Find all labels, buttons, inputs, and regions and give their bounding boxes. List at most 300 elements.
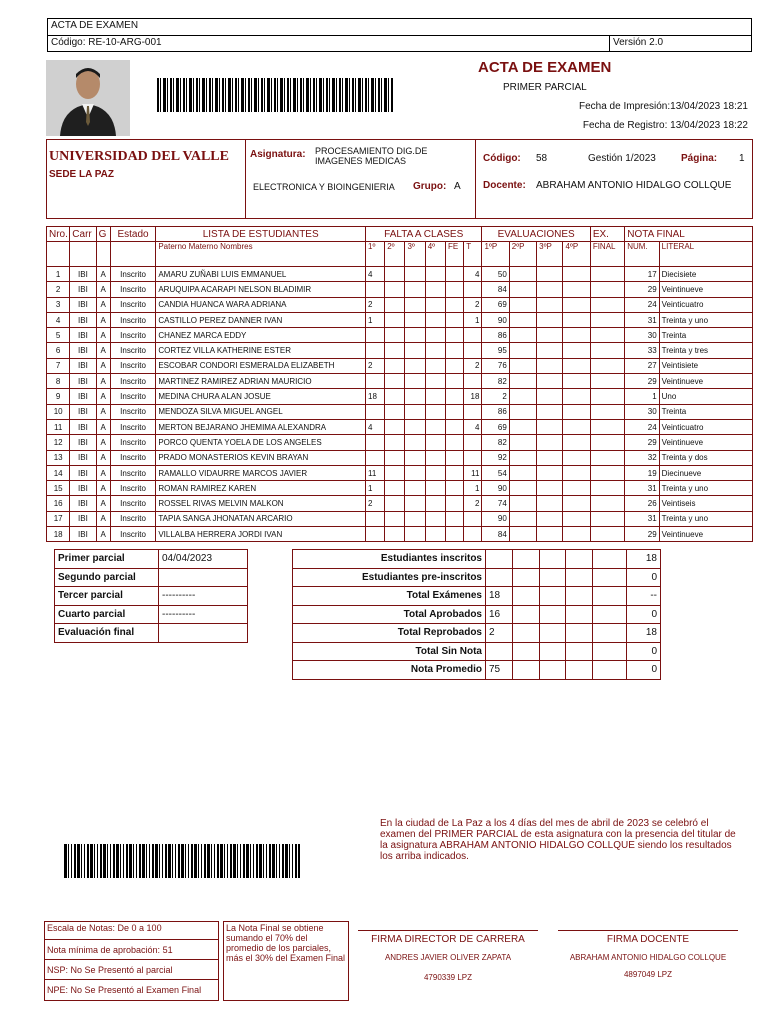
cell-p1: 54 [482,465,509,480]
cell-p3 [537,419,563,434]
cell-carr: IBI [70,511,96,526]
cell-num: 31 [625,481,659,496]
cell-p1: 82 [482,435,509,450]
cell-fe [445,435,463,450]
cell-carr: IBI [70,282,96,297]
summary-empty-cell [593,661,627,680]
cell-f4 [425,527,445,542]
cell-p3 [537,465,563,480]
cell-f2 [385,450,405,465]
summary-total: 0 [627,642,661,661]
cell-f2 [385,343,405,358]
exam-date-row [55,550,248,569]
cell-nro: 15 [47,481,70,496]
page-label: Página: [681,153,718,164]
cell-p2 [509,374,536,389]
cell-p1: 90 [482,312,509,327]
cell-g: A [96,481,110,496]
summary-total: 18 [627,550,661,569]
cell-final [590,435,624,450]
campus-name: SEDE LA PAZ [49,169,115,180]
cell-f4 [425,404,445,419]
cell-fe [445,282,463,297]
cell-fe [445,389,463,404]
cell-name: MENDOZA SILVA MIGUEL ANGEL [156,404,366,419]
summary-empty-cell [513,642,540,661]
table-row [47,358,753,373]
cell-p3 [537,435,563,450]
cell-f3 [405,527,425,542]
cell-p2 [509,267,536,282]
cell-p3 [537,312,563,327]
cell-carr: IBI [70,450,96,465]
cell-f2 [385,465,405,480]
cell-nro: 1 [47,267,70,282]
cell-nro: 11 [47,419,70,434]
cell-t: 2 [464,297,482,312]
exam-date-row [55,605,248,624]
cell-fe [445,374,463,389]
cell-g: A [96,496,110,511]
cell-f3 [405,328,425,343]
npe-text: NPE: No Se Presentó al Examen Final [47,985,202,995]
cell-estado: Inscrito [110,496,156,511]
cell-literal: Treinta y tres [659,343,752,358]
cell-p1: 69 [482,419,509,434]
col-lista: LISTA DE ESTUDIANTES [156,227,366,242]
cell-p2 [509,481,536,496]
summary-empty-cell [513,568,540,587]
cell-p2 [509,465,536,480]
bottom-barcode [64,844,300,878]
table-row [47,481,753,496]
gestion: Gestión 1/2023 [588,153,656,164]
cell-name: PORCO QUENTA YOELA DE LOS ANGELES [156,435,366,450]
cell-carr: IBI [70,374,96,389]
cell-f1 [366,527,385,542]
cell-t [464,282,482,297]
table-row [47,297,753,312]
cell-p1: 69 [482,297,509,312]
table-row [47,496,753,511]
cell-p3 [537,527,563,542]
cell-g: A [96,343,110,358]
summary-label: Total Reprobados [293,624,486,643]
cell-p3 [537,450,563,465]
code-value: 58 [536,153,548,164]
cell-p2 [509,496,536,511]
cell-f4 [425,374,445,389]
col-ex: EX. [590,227,624,242]
cell-f1 [366,511,385,526]
summary-row [293,550,661,569]
cell-t [464,374,482,389]
cell-p4 [563,511,590,526]
cell-f3 [405,374,425,389]
cell-nro: 10 [47,404,70,419]
student-photo [46,60,130,136]
table-row [47,282,753,297]
summary-empty-cell [566,550,593,569]
header-code: Código: RE-10-ARG-001 [51,37,162,48]
cell-p3 [537,267,563,282]
summary-empty-cell [513,550,540,569]
summary-label: Nota Promedio [293,661,486,680]
cell-nro: 4 [47,312,70,327]
cell-name: CHANEZ MARCA EDDY [156,328,366,343]
cell-p4 [563,343,590,358]
cell-p4 [563,481,590,496]
cell-f2 [385,481,405,496]
cell-final [590,481,624,496]
cell-f4 [425,282,445,297]
cell-f4 [425,312,445,327]
exam-date-value: ---------- [159,605,248,624]
cell-nro: 12 [47,435,70,450]
cell-name: ROMAN RAMIREZ KAREN [156,481,366,496]
cell-p3 [537,328,563,343]
summary-value [486,550,513,569]
cell-f1 [366,450,385,465]
min-grade-text: Nota mínima de aprobación: 51 [45,940,218,960]
cell-carr: IBI [70,496,96,511]
cell-name: ESCOBAR CONDORI ESMERALDA ELIZABETH [156,358,366,373]
cell-p1: 90 [482,511,509,526]
sub-t: T [464,242,482,267]
cell-f3 [405,312,425,327]
cell-p1: 76 [482,358,509,373]
table-row [47,450,753,465]
summary-empty-cell [566,624,593,643]
teacher-signature-title: FIRMA DOCENTE [606,934,690,945]
sub-f2: 2º [385,242,405,267]
cell-fe [445,511,463,526]
table-row [47,419,753,434]
cell-estado: Inscrito [110,404,156,419]
cell-p1: 84 [482,527,509,542]
cell-nro: 13 [47,450,70,465]
cell-p3 [537,481,563,496]
cell-num: 30 [625,328,659,343]
cell-estado: Inscrito [110,312,156,327]
exam-date-label: Cuarto parcial [55,605,159,624]
cell-f1: 4 [366,267,385,282]
summary-row [293,605,661,624]
table-row [47,511,753,526]
cell-p2 [509,450,536,465]
university-name: UNIVERSIDAD DEL VALLE [49,149,229,164]
header-doc-title: ACTA DE EXAMEN [48,19,751,36]
cell-final [590,389,624,404]
sub-fe: FE [445,242,463,267]
cell-p4 [563,312,590,327]
cell-f2 [385,358,405,373]
cell-literal: Treinta y uno [659,481,752,496]
cell-f1: 1 [366,312,385,327]
col-evaluaciones: EVALUACIONES [482,227,590,242]
cell-p2 [509,282,536,297]
summary-value [486,642,513,661]
cell-f3 [405,389,425,404]
table-row [47,312,753,327]
summary-empty-cell [566,568,593,587]
subject-line-2: IMAGENES MEDICAS [315,156,407,166]
career-name: ELECTRONICA Y BIOINGENIERIA [253,182,395,192]
table-row [47,328,753,343]
cell-t [464,450,482,465]
cell-fe [445,419,463,434]
cell-f3 [405,450,425,465]
cell-nro: 6 [47,343,70,358]
register-date: Fecha de Registro: 13/04/2023 18:22 [582,120,748,131]
cell-t: 1 [464,312,482,327]
cell-f3 [405,297,425,312]
cell-f1 [366,374,385,389]
cell-p4 [563,465,590,480]
cell-nro: 5 [47,328,70,343]
table-row [47,465,753,480]
summary-empty-cell [566,642,593,661]
summary-label: Estudiantes pre-inscritos [293,568,486,587]
cell-f2 [385,511,405,526]
teacher-signature-line [558,930,738,931]
cell-g: A [96,389,110,404]
cell-p1: 86 [482,328,509,343]
cell-final [590,297,624,312]
summary-empty-cell [540,661,566,680]
cell-p1: 82 [482,374,509,389]
summary-empty-cell [513,624,540,643]
cell-fe [445,297,463,312]
cell-g: A [96,419,110,434]
cell-num: 29 [625,374,659,389]
summary-total: 0 [627,605,661,624]
cell-fe [445,328,463,343]
table-row [47,389,753,404]
teacher-value: ABRAHAM ANTONIO HIDALGO COLLQUE [536,180,732,191]
summary-empty-cell [593,568,627,587]
cell-f1: 4 [366,419,385,434]
cell-carr: IBI [70,267,96,282]
summary-empty-cell [513,605,540,624]
cell-num: 17 [625,267,659,282]
cell-p3 [537,404,563,419]
cell-p1: 84 [482,282,509,297]
teacher-id: 4897049 LPZ [623,970,673,979]
summary-row [293,624,661,643]
cell-t [464,343,482,358]
cell-final [590,527,624,542]
cell-f1: 18 [366,389,385,404]
cell-f1 [366,404,385,419]
cell-g: A [96,465,110,480]
cell-t [464,328,482,343]
page-value: 1 [739,153,745,164]
cell-name: MEDINA CHURA ALAN JOSUE [156,389,366,404]
cell-f3 [405,511,425,526]
cell-nro: 7 [47,358,70,373]
cell-f1 [366,328,385,343]
cell-f4 [425,358,445,373]
cell-p1: 86 [482,404,509,419]
cell-p3 [537,282,563,297]
cell-g: A [96,450,110,465]
cell-t: 2 [464,496,482,511]
cell-fe [445,343,463,358]
cell-f1: 2 [366,358,385,373]
director-id: 4790339 LPZ [423,973,473,982]
cell-nro: 2 [47,282,70,297]
summary-value [486,568,513,587]
cell-literal: Diecisiete [659,267,752,282]
cell-final [590,419,624,434]
cell-f2 [385,404,405,419]
group-value: A [454,181,461,192]
cell-fe [445,465,463,480]
cell-nro: 18 [47,527,70,542]
cell-f4 [425,511,445,526]
table-row [47,527,753,542]
cell-p4 [563,374,590,389]
exam-date-value [159,568,248,587]
summary-value: 16 [486,605,513,624]
cell-name: MERTON BEJARANO JHEMIMA ALEXANDRA [156,419,366,434]
cell-p1: 50 [482,267,509,282]
summary-label: Estudiantes inscritos [293,550,486,569]
exam-date-label: Tercer parcial [55,587,159,606]
cell-literal: Veintiseis [659,496,752,511]
cell-p4 [563,328,590,343]
exam-date-value [159,624,248,643]
cell-f2 [385,389,405,404]
cell-literal: Veintinueve [659,527,752,542]
cell-num: 24 [625,297,659,312]
cell-fe [445,358,463,373]
sub-p2: 2ºP [509,242,536,267]
cell-g: A [96,312,110,327]
cell-literal: Treinta y uno [659,312,752,327]
students-table [46,226,753,542]
cell-carr: IBI [70,358,96,373]
cell-f4 [425,450,445,465]
cell-f1 [366,343,385,358]
cell-num: 33 [625,343,659,358]
cell-p3 [537,511,563,526]
cell-p4 [563,358,590,373]
exam-date-row [55,568,248,587]
cell-f1: 1 [366,481,385,496]
summary-empty-cell [540,568,566,587]
cell-p2 [509,358,536,373]
cell-nro: 17 [47,511,70,526]
cell-p4 [563,267,590,282]
cell-fe [445,404,463,419]
cell-carr: IBI [70,343,96,358]
cell-num: 29 [625,282,659,297]
cell-num: 29 [625,435,659,450]
cell-p2 [509,527,536,542]
cell-p3 [537,374,563,389]
cell-estado: Inscrito [110,358,156,373]
summary-total: 0 [627,661,661,680]
cell-t: 4 [464,267,482,282]
cell-fe [445,312,463,327]
cell-final [590,343,624,358]
cell-f4 [425,267,445,282]
table-row [47,343,753,358]
cell-literal: Treinta y uno [659,511,752,526]
cell-name: CASTILLO PEREZ DANNER IVAN [156,312,366,327]
col-estado: Estado [110,227,156,242]
summary-empty-cell [513,661,540,680]
cell-name: TAPIA SANGA JHONATAN ARCARIO [156,511,366,526]
cell-name: CANDIA HUANCA WARA ADRIANA [156,297,366,312]
cell-fe [445,481,463,496]
cell-num: 29 [625,527,659,542]
scale-text: Escala de Notas: De 0 a 100 [45,922,218,940]
cell-g: A [96,511,110,526]
exam-subtitle: PRIMER PARCIAL [503,82,587,93]
col-nota-final: NOTA FINAL [625,227,753,242]
cell-t [464,511,482,526]
summary-table [292,549,661,680]
cell-carr: IBI [70,481,96,496]
summary-empty-cell [540,587,566,606]
sub-p3: 3ºP [537,242,563,267]
summary-row [293,642,661,661]
cell-final [590,328,624,343]
cell-num: 26 [625,496,659,511]
cell-g: A [96,374,110,389]
cell-carr: IBI [70,297,96,312]
cell-carr: IBI [70,312,96,327]
sub-f3: 3º [405,242,425,267]
grading-scale-box [44,921,219,1001]
cell-p2 [509,297,536,312]
cell-literal: Veintinueve [659,374,752,389]
cell-name: VILLALBA HERRERA JORDI IVAN [156,527,366,542]
cell-p4 [563,496,590,511]
cell-f3 [405,496,425,511]
cell-final [590,511,624,526]
summary-empty-cell [513,587,540,606]
cell-estado: Inscrito [110,481,156,496]
cell-estado: Inscrito [110,450,156,465]
sub-f1: 1º [366,242,385,267]
director-signature-line [358,930,538,931]
cell-estado: Inscrito [110,511,156,526]
cell-fe [445,450,463,465]
summary-empty-cell [540,624,566,643]
cell-final [590,404,624,419]
cell-estado: Inscrito [110,267,156,282]
cell-t: 18 [464,389,482,404]
table-row [47,267,753,282]
cell-f3 [405,358,425,373]
cell-name: ROSSEL RIVAS MELVIN MALKON [156,496,366,511]
cell-f2 [385,419,405,434]
cell-f4 [425,328,445,343]
cell-nro: 9 [47,389,70,404]
cell-p4 [563,435,590,450]
cell-p4 [563,282,590,297]
header-version: Versión 2.0 [609,36,663,52]
summary-empty-cell [540,605,566,624]
cell-nro: 16 [47,496,70,511]
cell-f2 [385,435,405,450]
summary-empty-cell [593,624,627,643]
cell-f3 [405,282,425,297]
